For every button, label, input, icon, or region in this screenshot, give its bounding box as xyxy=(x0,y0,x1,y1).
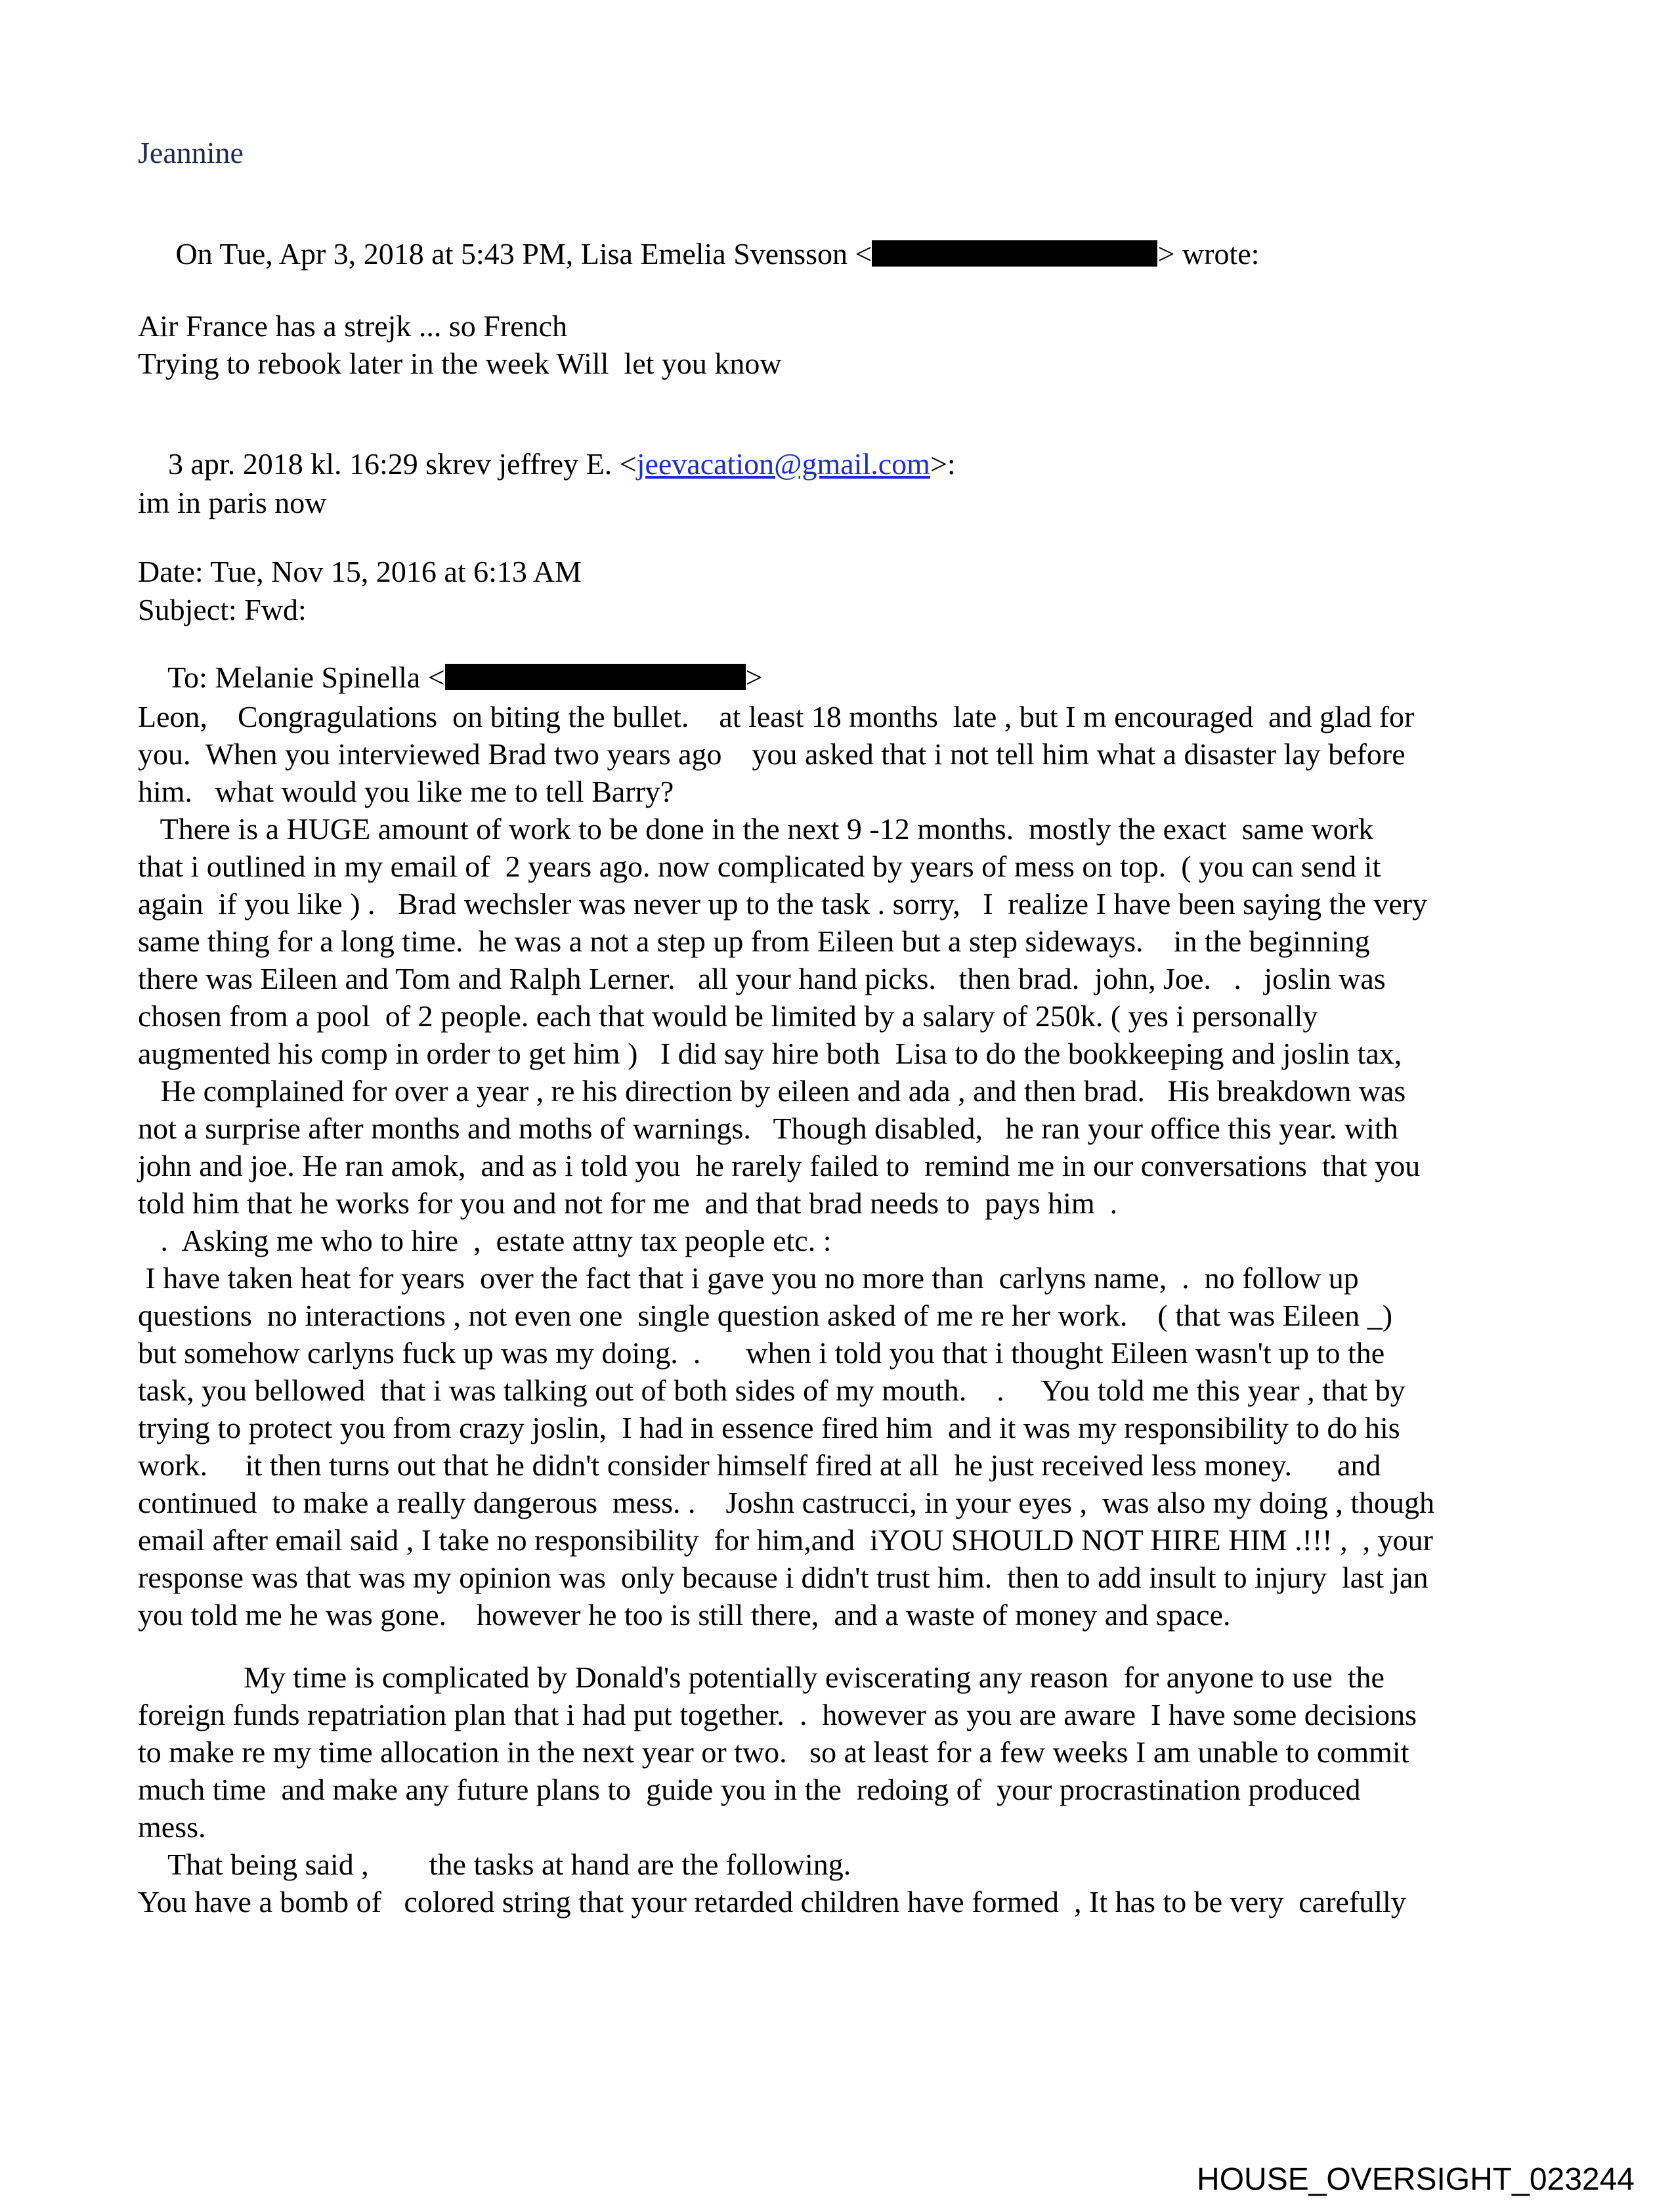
body-line: there was Eileen and Tom and Ralph Lerner. all your hand picks. then brad. john, Joe. . joslin was xyxy=(138,962,1386,995)
body-line: him. what would you like me to tell Barry? xyxy=(138,775,674,808)
body-line: There is a HUGE amount of work to be done in the next 9 -12 months. mostly the exact same work xyxy=(138,812,1374,846)
message-line: im in paris now xyxy=(138,486,327,519)
message-line: Air France has a strejk ... so French xyxy=(138,309,568,343)
quote-header-prefix: 3 apr. 2018 kl. 16:29 skrev jeffrey E. < xyxy=(168,447,637,481)
body-line: work. it then turns out that he didn't consider himself fired at all he just received less money. and xyxy=(138,1448,1381,1482)
body-line: same thing for a long time. he was a not a step up from Eileen but a step sideways. in the beginning xyxy=(138,924,1370,958)
body-line: You have a bomb of colored string that your retarded children have formed , It has to be very carefully xyxy=(138,1885,1406,1919)
body-line: continued to make a really dangerous mess. . Joshn castrucci, in your eyes , was also my doing , though xyxy=(138,1486,1435,1519)
body-line: john and joe. He ran amok, and as i told you he rarely failed to remind me in our conversations that you xyxy=(138,1149,1421,1182)
body-line: email after email said , I take no responsibility for him,and iYOU SHOULD NOT HIRE HIM .!!! , , your xyxy=(138,1523,1433,1557)
body-line: but somehow carlyns fuck up was my doing. . when i told you that i thought Eileen wasn't up to the xyxy=(138,1336,1385,1370)
body-line: augmented his comp in order to get him ) I did say hire both Lisa to do the bookkeeping and joslin tax, xyxy=(138,1037,1402,1070)
message-line: Trying to rebook later in the week Will let you know xyxy=(138,347,782,380)
quote-header-prefix: On Tue, Apr 3, 2018 at 5:43 PM, Lisa Emelia Svensson < xyxy=(168,237,872,271)
fwd-to-suffix: > xyxy=(745,661,763,694)
body-line: you. When you interviewed Brad two years ago you asked that i not tell him what a disaster lay before xyxy=(138,737,1406,771)
body-line: not a surprise after months and moths of warnings. Though disabled, he ran your office this year. with xyxy=(138,1112,1398,1145)
fwd-to-prefix: To: Melanie Spinella < xyxy=(167,661,445,694)
body-line: to make re my time allocation in the next year or two. so at least for a few weeks I am unable to commit xyxy=(138,1735,1409,1769)
fwd-subject: Subject: Fwd: xyxy=(138,593,307,626)
fwd-date: Date: Tue, Nov 15, 2016 at 6:13 AM xyxy=(138,555,582,588)
body-line: chosen from a pool of 2 people. each that would be limited by a salary of 250k. ( yes i personally xyxy=(138,999,1318,1033)
body-line: response was that was my opinion was only because i didn't trust him. then to add insult to injury last jan xyxy=(138,1561,1428,1594)
body-line: questions no interactions , not even one single question asked of me re her work. ( that was Eileen _) xyxy=(138,1299,1393,1332)
body-line: Leon, Congragulations on biting the bullet. at least 18 months late , but I m encouraged and glad for xyxy=(138,700,1415,733)
body-line: much time and make any future plans to guide you in the redoing of your procrastination produced xyxy=(138,1773,1361,1806)
redacted-email-block xyxy=(872,240,1157,267)
body-line: foreign funds repatriation plan that i had put together. . however as you are aware I have some decisions xyxy=(138,1698,1417,1731)
redacted-email-block xyxy=(445,664,746,690)
bates-number: HOUSE_OVERSIGHT_023244 xyxy=(1197,2162,1635,2197)
email-link[interactable]: jeevacation@gmail.com xyxy=(636,447,930,481)
body-line: told him that he works for you and not for me and that brad needs to pays him . xyxy=(138,1186,1118,1220)
body-line: you told me he was gone. however he too is still there, and a waste of money and space. xyxy=(138,1598,1231,1632)
quote-header-suffix: >: xyxy=(930,447,956,481)
body-line: I have taken heat for years over the fact that i gave you no more than carlyns name, . no follow up xyxy=(138,1261,1359,1295)
body-line: task, you bellowed that i was talking out of both sides of my mouth. . You told me this year , that by xyxy=(138,1374,1406,1407)
body-line: He complained for over a year , re his direction by eileen and ada , and then brad. His breakdown was xyxy=(138,1074,1406,1108)
body-line: My time is complicated by Donald's potentially eviscerating any reason for anyone to use the xyxy=(138,1660,1384,1694)
body-line: mess. xyxy=(138,1810,206,1844)
quoted-header-lisa xyxy=(138,209,1259,299)
body-line: again if you like ) . Brad wechsler was never up to the task . sorry, I realize I have been saying the very xyxy=(138,887,1428,921)
sender-name: Jeannine xyxy=(138,136,244,169)
quote-header-suffix: > wrote: xyxy=(1157,237,1260,271)
body-line: That being said , the tasks at hand are the following. xyxy=(138,1848,851,1881)
body-line: . Asking me who to hire , estate attny tax people etc. : xyxy=(138,1224,832,1257)
body-line: trying to protect you from crazy joslin, I had in essence fired him and it was my responsibility to do his xyxy=(138,1411,1400,1444)
body-line: that i outlined in my email of 2 years ago. now complicated by years of mess on top. ( you can send it xyxy=(138,850,1381,883)
